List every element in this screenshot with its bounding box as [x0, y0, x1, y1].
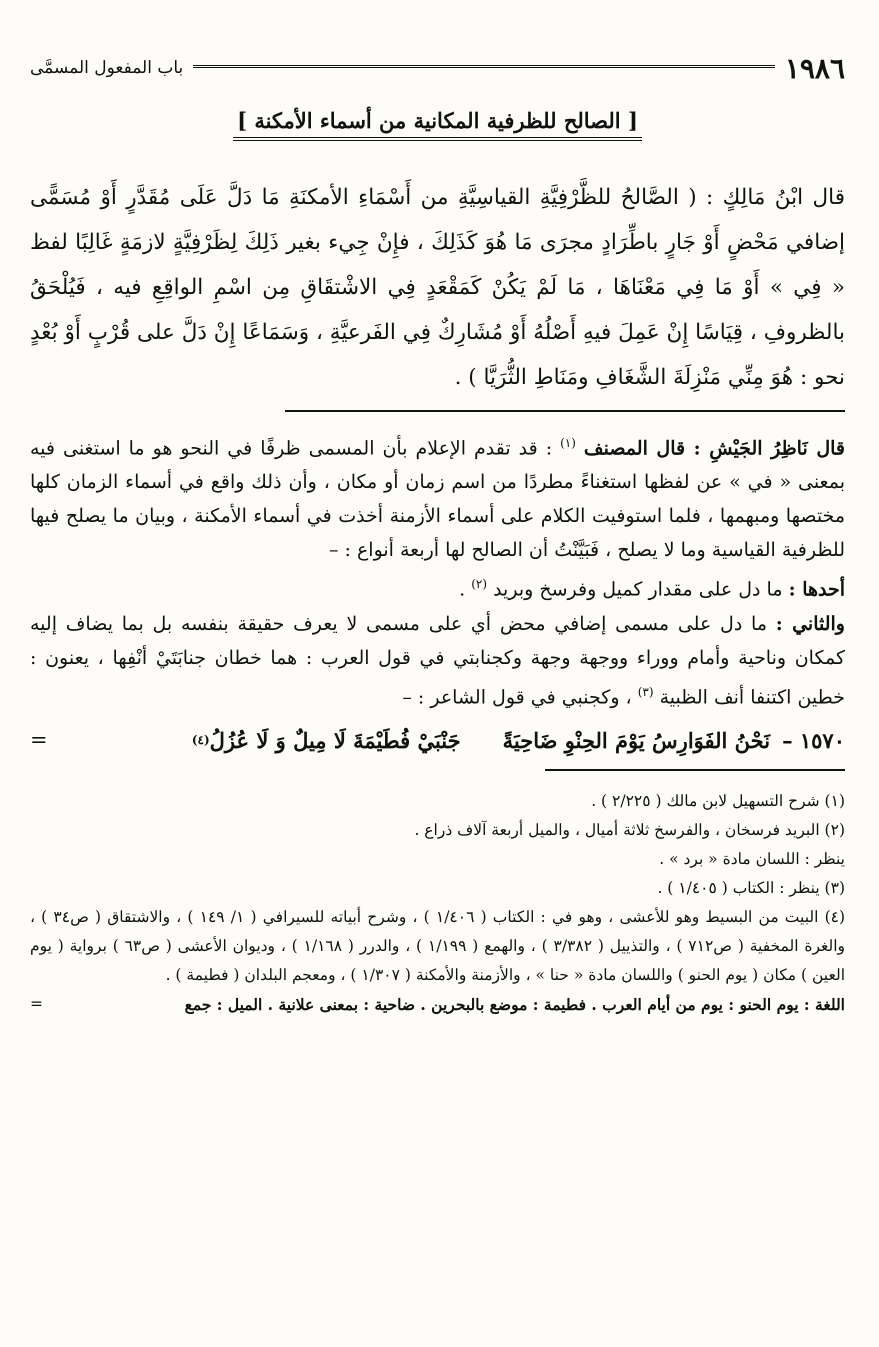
footnote-ref-1: (١) [560, 436, 576, 450]
sharh-text-3: ما دل على مسمى إضافي محض أي على مسمى لا يعرف حقيقة بنفسه بل بما يضاف إليه كمكان وناحية وأمام ووراء ووجهة وجهة وكجنابتي في قول العرب : هما خطان جنابَتَيْ أنْفِها ، يعنون : خطين اكتنفا أنف الظبية [30, 612, 845, 708]
second-type-label: والثاني : [775, 612, 845, 635]
matn-paragraph: قال ابْنُ مَالِكٍ : ( الصَّالحُ للظَّرْفِيَّةِ القياسِيَّةِ من أَسْمَاءِ الأمكنَةِ مَا دَلَّ عَلَى مُقَدَّرٍ أَوْ مُسَمًّى إضافي مَحْضٍ أَوْ جَارٍ باطِّرَادٍ مجرَى مَا هُوَ كَذَلِكَ ، فإِنْ جِيء بغير ذَلِكَ لِظَرْفِيَّةٍ لازمَةٍ غَالِبًا لفظ « فِي » أَوْ مَا فِي مَعْنَاهَا ، مَا لَمْ يَكُنْ كَمَقْعَدٍ فِي الاشْتقَاقِ مِن اسْمِ الواقِعِ فيه ، فَيُلْحَقُ بالظروفِ ، قِيَاسًا إِنْ عَمِلَ فيهِ أَصْلُهُ أَوْ مُشَارِكٌ فِي الفَرعيَّةِ ، وَسَمَاعًا إِنْ دَلَّ على قُرْبٍ أَوْ بُعْدٍ نحو : هُوَ مِنِّي مَنْزِلَةَ الشَّغَافِ ومَنَاطِ الثُّرَيَّا ) . [30, 185, 845, 390]
verse-hemistich-1: نَحْنُ الفَوَارِسُ يَوْمَ الحِنْوِ ضَاحِيَةً [502, 727, 771, 753]
sharh-paragraph-3 [30, 607, 845, 714]
footnote-2-ref: ينظر : اللسان مادة « برد » . [659, 849, 845, 868]
footnote-separator [545, 769, 845, 771]
section-title [30, 108, 845, 141]
sharh-lead: قال نَاظِرُ الجَيْشِ : قال المصنف [583, 437, 846, 460]
book-page [30, 46, 845, 1019]
footnote-ref-3: (٣) [637, 684, 654, 699]
verse-number: ١٥٧٠ – [782, 727, 845, 753]
language-note [30, 990, 845, 1019]
first-type-label: أحدها : [788, 578, 845, 601]
poetry-verse [30, 728, 845, 753]
footnote-ref-2: (٢) [471, 577, 488, 592]
matn-separator [285, 410, 845, 412]
footnote-1: (١) شرح التسهيل لابن مالك ( ٢/٢٢٥ ) . [591, 791, 845, 810]
sharh-paragraph-1 [30, 426, 845, 567]
running-title: باب المفعول المسمَّى [30, 58, 184, 78]
footnote-2: (٢) البريد فرسخان ، والفرسخ ثلاثة أميال ، والميل أربعة آلاف ذراع . [414, 820, 845, 839]
sharh-end-2: . [459, 578, 466, 601]
sharh-text-2: ما دل على مقدار كميل وفرسخ وبريد [493, 578, 783, 601]
footnote-3: (٣) ينظر : الكتاب ( ١/٤٠٥ ) . [657, 878, 845, 897]
page-number: ١٩٨٦ [784, 51, 845, 85]
footnote-4: (٤) البيت من البسيط وهو للأعشى ، وهو في : الكتاب ( ١/٤٠٦ ) ، وشرح أبياته للسيرافي ( ١/ ١٤٩ ) ، والاشتقاق ( ص٣٤ ) ، والغرة المخفية ( ص٧١٢ ) ، والتذييل ( ٣/٣٨٢ ) ، والهمع ( ١/١٩٩ ) ، والدرر ( ١/١٦٨ ) ، وديوان الأعشى ( ص٦٣ ) برواية ( يوم العين ) مكان ( يوم الحنو ) واللسان مادة « حنا » ، والأزمنة والأمكنة ( ١/٣٠٧ ) ، ومعجم البلدان ( فطيمة ) . [30, 907, 846, 984]
footnotes [30, 787, 845, 1019]
language-note-text: اللغة : يوم الحنو : يوم من أيام العرب . فطيمة : موضع بالبحرين . ضاحية : بمعنى علانية . الميل : جمع [184, 994, 845, 1014]
sharh-text-1: : قد تقدم الإعلام بأن المسمى ظرفًا في النحو هو ما استغنى فيه بمعنى « في » عن لفظها استغناءً مطردًا من اسم زمان أو مكان ، وأن ذلك واقع في أسماء الزمان كلها مختصها ومبهمها ، فلما استوفيت الكلام على أسماء الأزمنة أخذت في أسماء الأمكنة ، وبيان ما يصلح فيها للظرفية القياسية وما لا يصلح ، فَبَيَّنْتُ أن الصالح لها أربعة أنواع : – [30, 437, 845, 562]
language-note-continuation: = [30, 994, 43, 1013]
verse-hemistich-2: جَنْبَيْ فُطَيْمَةَ لَا مِيلٌ وَ لَا عُزُلُ [209, 727, 461, 753]
page-header [30, 46, 845, 90]
section-title-text: [ الصالح للظرفية المكانية من أسماء الأمكنة ] [233, 108, 642, 141]
sharh-paragraph-2 [30, 567, 845, 606]
sharh-end-3: ، وكجنبي في قول الشاعر : – [402, 685, 632, 708]
header-rule [193, 65, 775, 71]
sharh-body [30, 426, 845, 714]
footnote-ref-4: (٤) [191, 733, 210, 748]
continuation-mark: = [30, 728, 48, 753]
